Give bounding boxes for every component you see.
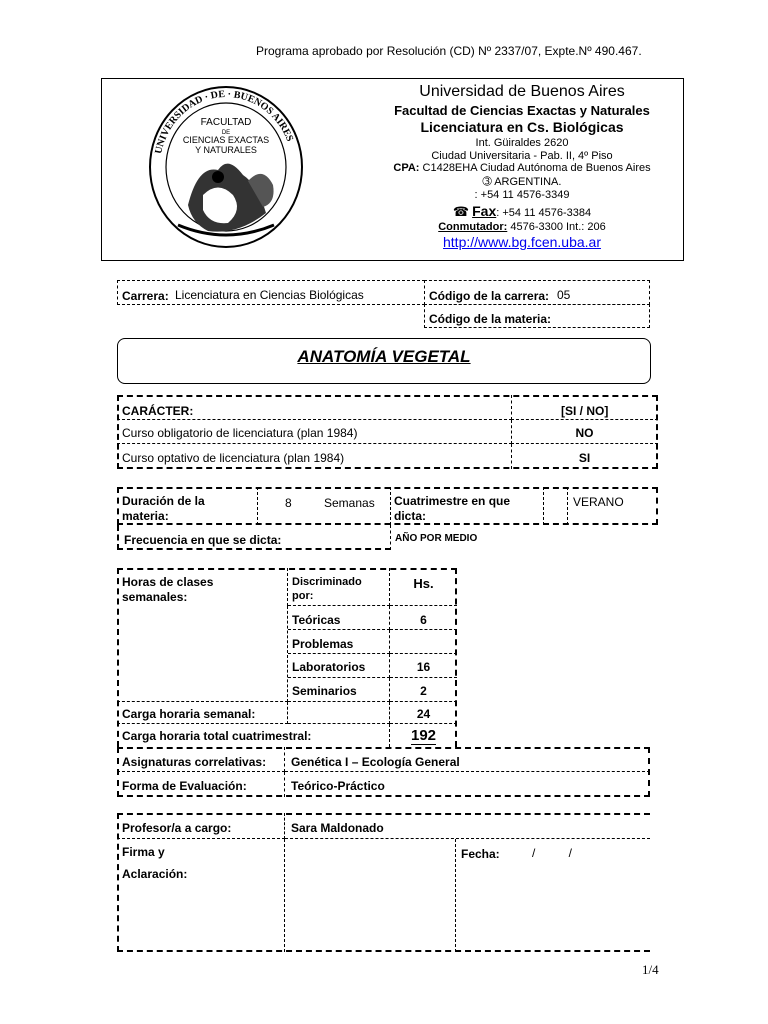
table-row [390, 606, 457, 630]
weekly-blank-cell [288, 702, 390, 724]
table-row [288, 606, 390, 630]
term-label-cell [391, 487, 544, 525]
character-header: CARÁCTER: [122, 404, 194, 418]
table-row [390, 630, 457, 654]
cpa-line [372, 162, 672, 174]
total-label-cell [117, 724, 390, 747]
cpa-label: CPA: [393, 162, 420, 174]
evaluation-value: Teórico-Práctico [291, 779, 385, 793]
table-row [288, 654, 390, 678]
professor-label-cell [117, 813, 285, 839]
fax-value: : +54 11 4576-3384 [496, 207, 592, 219]
duration-unit: Semanas [324, 496, 375, 510]
character-row-value: SI [578, 451, 591, 465]
hours-row-value: 16 [416, 660, 431, 674]
subject-title-box [117, 338, 651, 384]
table-row [117, 444, 512, 469]
table-row [288, 678, 390, 702]
hours-row-label: Laboratorios [292, 660, 366, 674]
hours-row-label: Teóricas [292, 613, 341, 627]
correlatives-label-cell [117, 747, 285, 772]
career-value: Licenciatura en Ciencias Biológicas [175, 288, 364, 302]
duration-value-cell [258, 487, 391, 525]
duration-label: Duración de la materia: [122, 494, 205, 523]
address-line-1: Int. Güiraldes 2620 [475, 137, 569, 149]
weekly-value-cell [390, 702, 457, 724]
table-row [288, 630, 390, 654]
hours-label-cell [117, 568, 288, 606]
frequency-value: AÑO POR MEDIO [395, 533, 478, 544]
switchboard-value: 4576-3300 Int.: 206 [510, 221, 606, 233]
character-row-label: Curso obligatorio de licenciatura (plan 1984) [122, 426, 358, 440]
evaluation-label-cell [117, 772, 285, 797]
character-header-right-cell [511, 395, 658, 420]
signature-label-cell [117, 839, 285, 952]
country-line [372, 175, 672, 188]
subject-code-cell [424, 304, 650, 328]
term-spacer-cell [544, 487, 568, 525]
cpa-value: C1428EHA Ciudad Autónoma de Buenos Aires [422, 162, 651, 174]
weekly-value: 24 [416, 707, 431, 721]
total-label: Carga horaria total cuatrimestral: [122, 729, 312, 743]
hours-row-label: Problemas [292, 637, 354, 651]
total-value: 192 [410, 727, 437, 744]
address-line-2: Ciudad Universitaria - Pab. II, 4º Piso [431, 150, 613, 162]
university-name: Universidad de Buenos Aires [419, 83, 625, 100]
hours-row-value: 2 [420, 684, 427, 698]
svg-text:FACULTAD: FACULTAD [200, 117, 252, 128]
svg-text:Y NATURALES: Y NATURALES [195, 145, 257, 155]
switchboard-line [372, 221, 672, 233]
career-code-cell [424, 280, 650, 305]
evaluation-value-cell [285, 772, 650, 797]
country: ARGENTINA. [494, 176, 562, 188]
correlatives-value: Genética I – Ecología General [291, 755, 460, 769]
switchboard-label: Conmutador: [438, 221, 508, 233]
date-value: / / [532, 846, 573, 860]
hs-cell [390, 568, 457, 606]
faculty-name: Facultad de Ciencias Exactas y Naturales [394, 103, 650, 118]
total-value-cell [390, 724, 457, 747]
professor-value-cell [285, 813, 650, 839]
hours-blank-cell [117, 606, 288, 702]
table-row [390, 678, 457, 702]
table-row [511, 420, 658, 444]
term-value-cell [568, 487, 658, 525]
professor-value: Sara Maldonado [291, 821, 384, 835]
professor-label: Profesor/a a cargo: [122, 821, 232, 835]
character-row-value: NO [575, 426, 594, 440]
website-link[interactable]: http://www.bg.fcen.uba.ar [443, 234, 601, 250]
character-row-label: Curso optativo de licenciatura (plan 1984) [122, 451, 345, 465]
fax-icon: ☎ [452, 204, 470, 219]
fax-line [372, 203, 672, 220]
career-cell [117, 280, 425, 305]
character-header-cell [117, 395, 512, 420]
subject-code-label: Código de la materia: [429, 312, 552, 326]
discriminated-label: Discriminado por: [292, 576, 362, 602]
frequency-label-cell [117, 525, 391, 550]
subject-title: ANATOMÍA VEGETAL [297, 347, 471, 366]
signature-label-2: Aclaración: [122, 867, 188, 881]
career-label: Carrera: [122, 289, 169, 303]
phone-line: : +54 11 4576-3349 [474, 189, 570, 201]
svg-text:UNIVERSIDAD · DE · BUENOS AIRE: UNIVERSIDAD · DE · BUENOS AIRES [153, 88, 296, 155]
table-row [117, 420, 512, 444]
page-number: 1/4 [642, 962, 659, 977]
table-row [511, 444, 658, 469]
career-code-label: Código de la carrera: [429, 289, 550, 303]
table-row [390, 654, 457, 678]
date-field[interactable] [456, 839, 650, 952]
weekly-label: Carga horaria semanal: [122, 707, 256, 721]
discriminated-cell [288, 568, 390, 606]
weekly-label-cell [117, 702, 288, 724]
hours-row-value: 6 [420, 613, 427, 627]
term-label: Cuatrimestre en que dicta: [394, 494, 511, 523]
correlatives-label: Asignaturas correlativas: [122, 755, 267, 769]
frequency-label: Frecuencia en que se dicta: [124, 533, 282, 547]
svg-text:CIENCIAS EXACTAS: CIENCIAS EXACTAS [182, 135, 270, 145]
career-code-value: 05 [557, 288, 571, 302]
hs-label: Hs. [413, 576, 434, 591]
header-box [101, 78, 684, 261]
faculty-seal-logo [148, 85, 304, 249]
degree-name: Licenciatura en Cs. Biológicas [420, 119, 624, 135]
signature-label-1: Firma y [122, 845, 165, 859]
hours-label: Horas de clases semanales: [122, 575, 214, 604]
character-header-right: [SI / NO] [561, 404, 609, 418]
signature-field[interactable] [285, 839, 456, 952]
date-label: Fecha: [461, 847, 500, 861]
evaluation-label: Forma de Evaluación: [122, 779, 247, 793]
fax-label: Fax [472, 203, 497, 219]
duration-label-cell [117, 487, 258, 525]
phone-icon: ➂ [482, 176, 492, 188]
duration-number: 8 [285, 496, 292, 510]
term-value: VERANO [573, 495, 624, 509]
svg-text:DE: DE [221, 130, 231, 136]
resolution-line: Programa aprobado por Resolución (CD) Nº 2337/07, Expte.Nº 490.467. [256, 44, 642, 58]
correlatives-value-cell [285, 747, 650, 772]
hours-row-label: Seminarios [292, 684, 357, 698]
